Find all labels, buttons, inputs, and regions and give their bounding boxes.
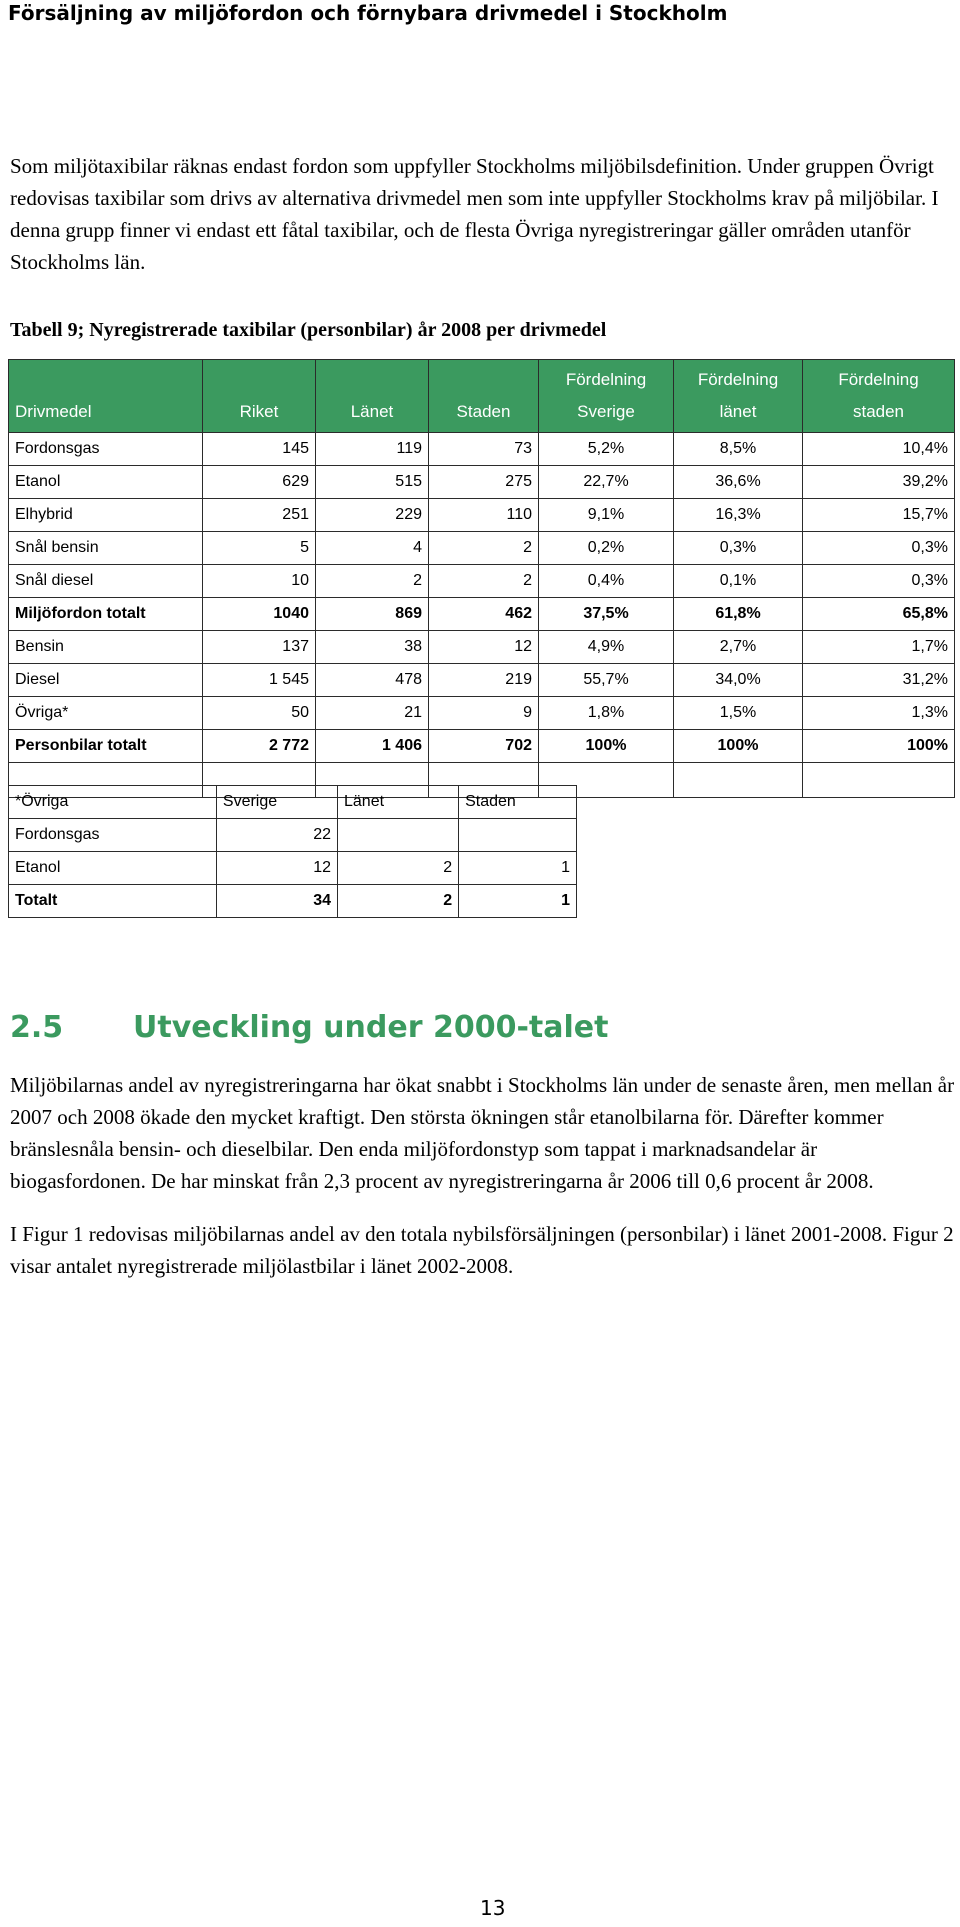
cell-drivmedel: Bensin (9, 631, 203, 664)
table-row (9, 631, 955, 664)
cell-fordelning-lanet: 16,3% (674, 499, 803, 532)
cell-fordelning-staden: 0,3% (803, 565, 955, 598)
ovriga-cell-staden (459, 819, 577, 852)
page-number: 13 (480, 1896, 506, 1920)
cell-empty (674, 763, 803, 798)
ovriga-cell-lanet (338, 819, 459, 852)
cell-drivmedel: Personbilar totalt (9, 730, 203, 763)
table-row (9, 565, 955, 598)
cell-staden: 73 (429, 433, 539, 466)
cell-fordelning-staden: 31,2% (803, 664, 955, 697)
cell-riket: 10 (203, 565, 316, 598)
col-header-fordelning-lanet-line1: Fördelning (697, 370, 779, 389)
cell-staden: 12 (429, 631, 539, 664)
cell-fordelning-lanet: 100% (674, 730, 803, 763)
ovriga-cell-lanet: 2 (338, 885, 459, 918)
col-header-fordelning-staden (803, 360, 955, 433)
col-header-fordelning-sverige (539, 360, 674, 433)
taxi-registration-table (8, 359, 955, 798)
table-row (9, 664, 955, 697)
cell-riket: 137 (203, 631, 316, 664)
page-header: Försäljning av miljöfordon och förnybara drivmedel i Stockholm (8, 1, 728, 25)
col-header-drivmedel: Drivmedel (9, 360, 203, 433)
cell-drivmedel: Diesel (9, 664, 203, 697)
cell-fordelning-staden: 39,2% (803, 466, 955, 499)
ovriga-col-header-type: *Övriga (9, 786, 217, 819)
cell-fordelning-sverige: 0,4% (539, 565, 674, 598)
col-header-staden: Staden (429, 360, 539, 433)
intro-paragraph: Som miljötaxibilar räknas endast fordon som uppfyller Stockholms miljöbilsdefinition. Under gruppen Övrigt redovisas taxibilar som drivs av alternativa drivmedel men som inte uppfyller Stockholms krav på miljöbilar. I denna grupp finner vi endast ett fåtal taxibilar, och de flesta Övriga nyregistreringar gäller områden utanför Stockholms län. (10, 154, 939, 274)
cell-staden: 2 (429, 565, 539, 598)
cell-fordelning-staden: 1,7% (803, 631, 955, 664)
cell-fordelning-staden: 100% (803, 730, 955, 763)
table-row (9, 532, 955, 565)
cell-riket: 1 545 (203, 664, 316, 697)
ovriga-cell-type: Totalt (9, 885, 217, 918)
ovriga-col-header-lanet: Länet (338, 786, 459, 819)
ovriga-cell-staden: 1 (459, 885, 577, 918)
ovriga-cell-staden: 1 (459, 852, 577, 885)
table-row (9, 499, 955, 532)
cell-fordelning-staden: 1,3% (803, 697, 955, 730)
ovriga-cell-sverige: 12 (216, 852, 337, 885)
table-row (9, 466, 955, 499)
cell-staden: 110 (429, 499, 539, 532)
ovriga-col-header-staden: Staden (459, 786, 577, 819)
ovriga-cell-sverige: 34 (216, 885, 337, 918)
ovriga-col-header-sverige: Sverige (216, 786, 337, 819)
cell-drivmedel: Elhybrid (9, 499, 203, 532)
cell-fordelning-sverige: 100% (539, 730, 674, 763)
ovriga-row (9, 819, 577, 852)
cell-riket: 2 772 (203, 730, 316, 763)
cell-fordelning-sverige: 55,7% (539, 664, 674, 697)
cell-fordelning-staden: 10,4% (803, 433, 955, 466)
ovriga-header-row (9, 786, 577, 819)
ovriga-row-total (9, 885, 577, 918)
cell-drivmedel: Miljöfordon totalt (9, 598, 203, 631)
table-row (9, 697, 955, 730)
table-header-row (9, 360, 955, 433)
cell-fordelning-sverige: 4,9% (539, 631, 674, 664)
cell-riket: 5 (203, 532, 316, 565)
cell-staden: 702 (429, 730, 539, 763)
cell-lanet: 119 (316, 433, 429, 466)
col-header-fordelning-sverige-line2: Sverige (577, 402, 635, 421)
body-paragraph-1: Miljöbilarnas andel av nyregistreringarna har ökat snabbt i Stockholms län under de senaste åren, men mellan år 2007 och 2008 ökade den mycket kraftigt. Den största ökningen står etanolbilarna för. Därefter kommer bränslesnåla bensin- och dieselbilar. Den enda miljöfordonstyp som tappat i marknadsandelar är biogasfordonen. De har minskat från 2,3 procent av nyregistreringarna år 2006 till 0,6 procent år 2008. (10, 1073, 955, 1193)
section-title: Utveckling under 2000-talet (133, 1010, 609, 1045)
ovriga-breakdown-table (8, 785, 577, 918)
cell-drivmedel: Snål bensin (9, 532, 203, 565)
cell-fordelning-staden: 0,3% (803, 532, 955, 565)
cell-fordelning-sverige: 9,1% (539, 499, 674, 532)
col-header-fordelning-lanet (674, 360, 803, 433)
section-number: 2.5 (10, 1010, 64, 1045)
cell-drivmedel: Övriga* (9, 697, 203, 730)
col-header-fordelning-staden-line2: staden (852, 402, 905, 421)
cell-fordelning-sverige: 0,2% (539, 532, 674, 565)
cell-fordelning-sverige: 37,5% (539, 598, 674, 631)
ovriga-row (9, 852, 577, 885)
cell-lanet: 4 (316, 532, 429, 565)
cell-drivmedel: Snål diesel (9, 565, 203, 598)
cell-drivmedel: Fordonsgas (9, 433, 203, 466)
ovriga-cell-lanet: 2 (338, 852, 459, 885)
cell-fordelning-staden: 15,7% (803, 499, 955, 532)
cell-riket: 251 (203, 499, 316, 532)
cell-fordelning-sverige: 22,7% (539, 466, 674, 499)
cell-staden: 219 (429, 664, 539, 697)
cell-empty (803, 763, 955, 798)
cell-riket: 145 (203, 433, 316, 466)
cell-fordelning-lanet: 36,6% (674, 466, 803, 499)
body-paragraph-2: I Figur 1 redovisas miljöbilarnas andel av den totala nybilsförsäljningen (personbilar) i länet 2001-2008. Figur 2 visar antalet nyregistrerade miljölastbilar i länet 2002-2008. (10, 1222, 954, 1278)
cell-lanet: 38 (316, 631, 429, 664)
cell-fordelning-lanet: 34,0% (674, 664, 803, 697)
cell-fordelning-lanet: 2,7% (674, 631, 803, 664)
cell-staden: 275 (429, 466, 539, 499)
ovriga-cell-type: Etanol (9, 852, 217, 885)
cell-fordelning-staden: 65,8% (803, 598, 955, 631)
section-heading (10, 1005, 608, 1051)
cell-lanet: 21 (316, 697, 429, 730)
cell-lanet: 1 406 (316, 730, 429, 763)
cell-fordelning-lanet: 1,5% (674, 697, 803, 730)
cell-riket: 629 (203, 466, 316, 499)
table-row (9, 433, 955, 466)
table-caption: Tabell 9; Nyregistrerade taxibilar (personbilar) år 2008 per drivmedel (10, 319, 607, 341)
col-header-fordelning-sverige-line1: Fördelning (565, 370, 647, 389)
cell-fordelning-lanet: 8,5% (674, 433, 803, 466)
col-header-fordelning-staden-line1: Fördelning (838, 370, 919, 389)
ovriga-cell-sverige: 22 (216, 819, 337, 852)
cell-lanet: 478 (316, 664, 429, 697)
table-row-total (9, 730, 955, 763)
cell-fordelning-lanet: 0,3% (674, 532, 803, 565)
col-header-fordelning-lanet-line2: länet (719, 402, 757, 421)
ovriga-cell-type: Fordonsgas (9, 819, 217, 852)
cell-lanet: 869 (316, 598, 429, 631)
cell-fordelning-lanet: 61,8% (674, 598, 803, 631)
table-row-subtotal (9, 598, 955, 631)
cell-staden: 462 (429, 598, 539, 631)
cell-fordelning-sverige: 5,2% (539, 433, 674, 466)
cell-riket: 1040 (203, 598, 316, 631)
cell-lanet: 2 (316, 565, 429, 598)
cell-riket: 50 (203, 697, 316, 730)
col-header-riket: Riket (203, 360, 316, 433)
cell-lanet: 229 (316, 499, 429, 532)
cell-staden: 9 (429, 697, 539, 730)
col-header-lanet: Länet (316, 360, 429, 433)
cell-staden: 2 (429, 532, 539, 565)
cell-fordelning-lanet: 0,1% (674, 565, 803, 598)
cell-drivmedel: Etanol (9, 466, 203, 499)
cell-fordelning-sverige: 1,8% (539, 697, 674, 730)
cell-lanet: 515 (316, 466, 429, 499)
